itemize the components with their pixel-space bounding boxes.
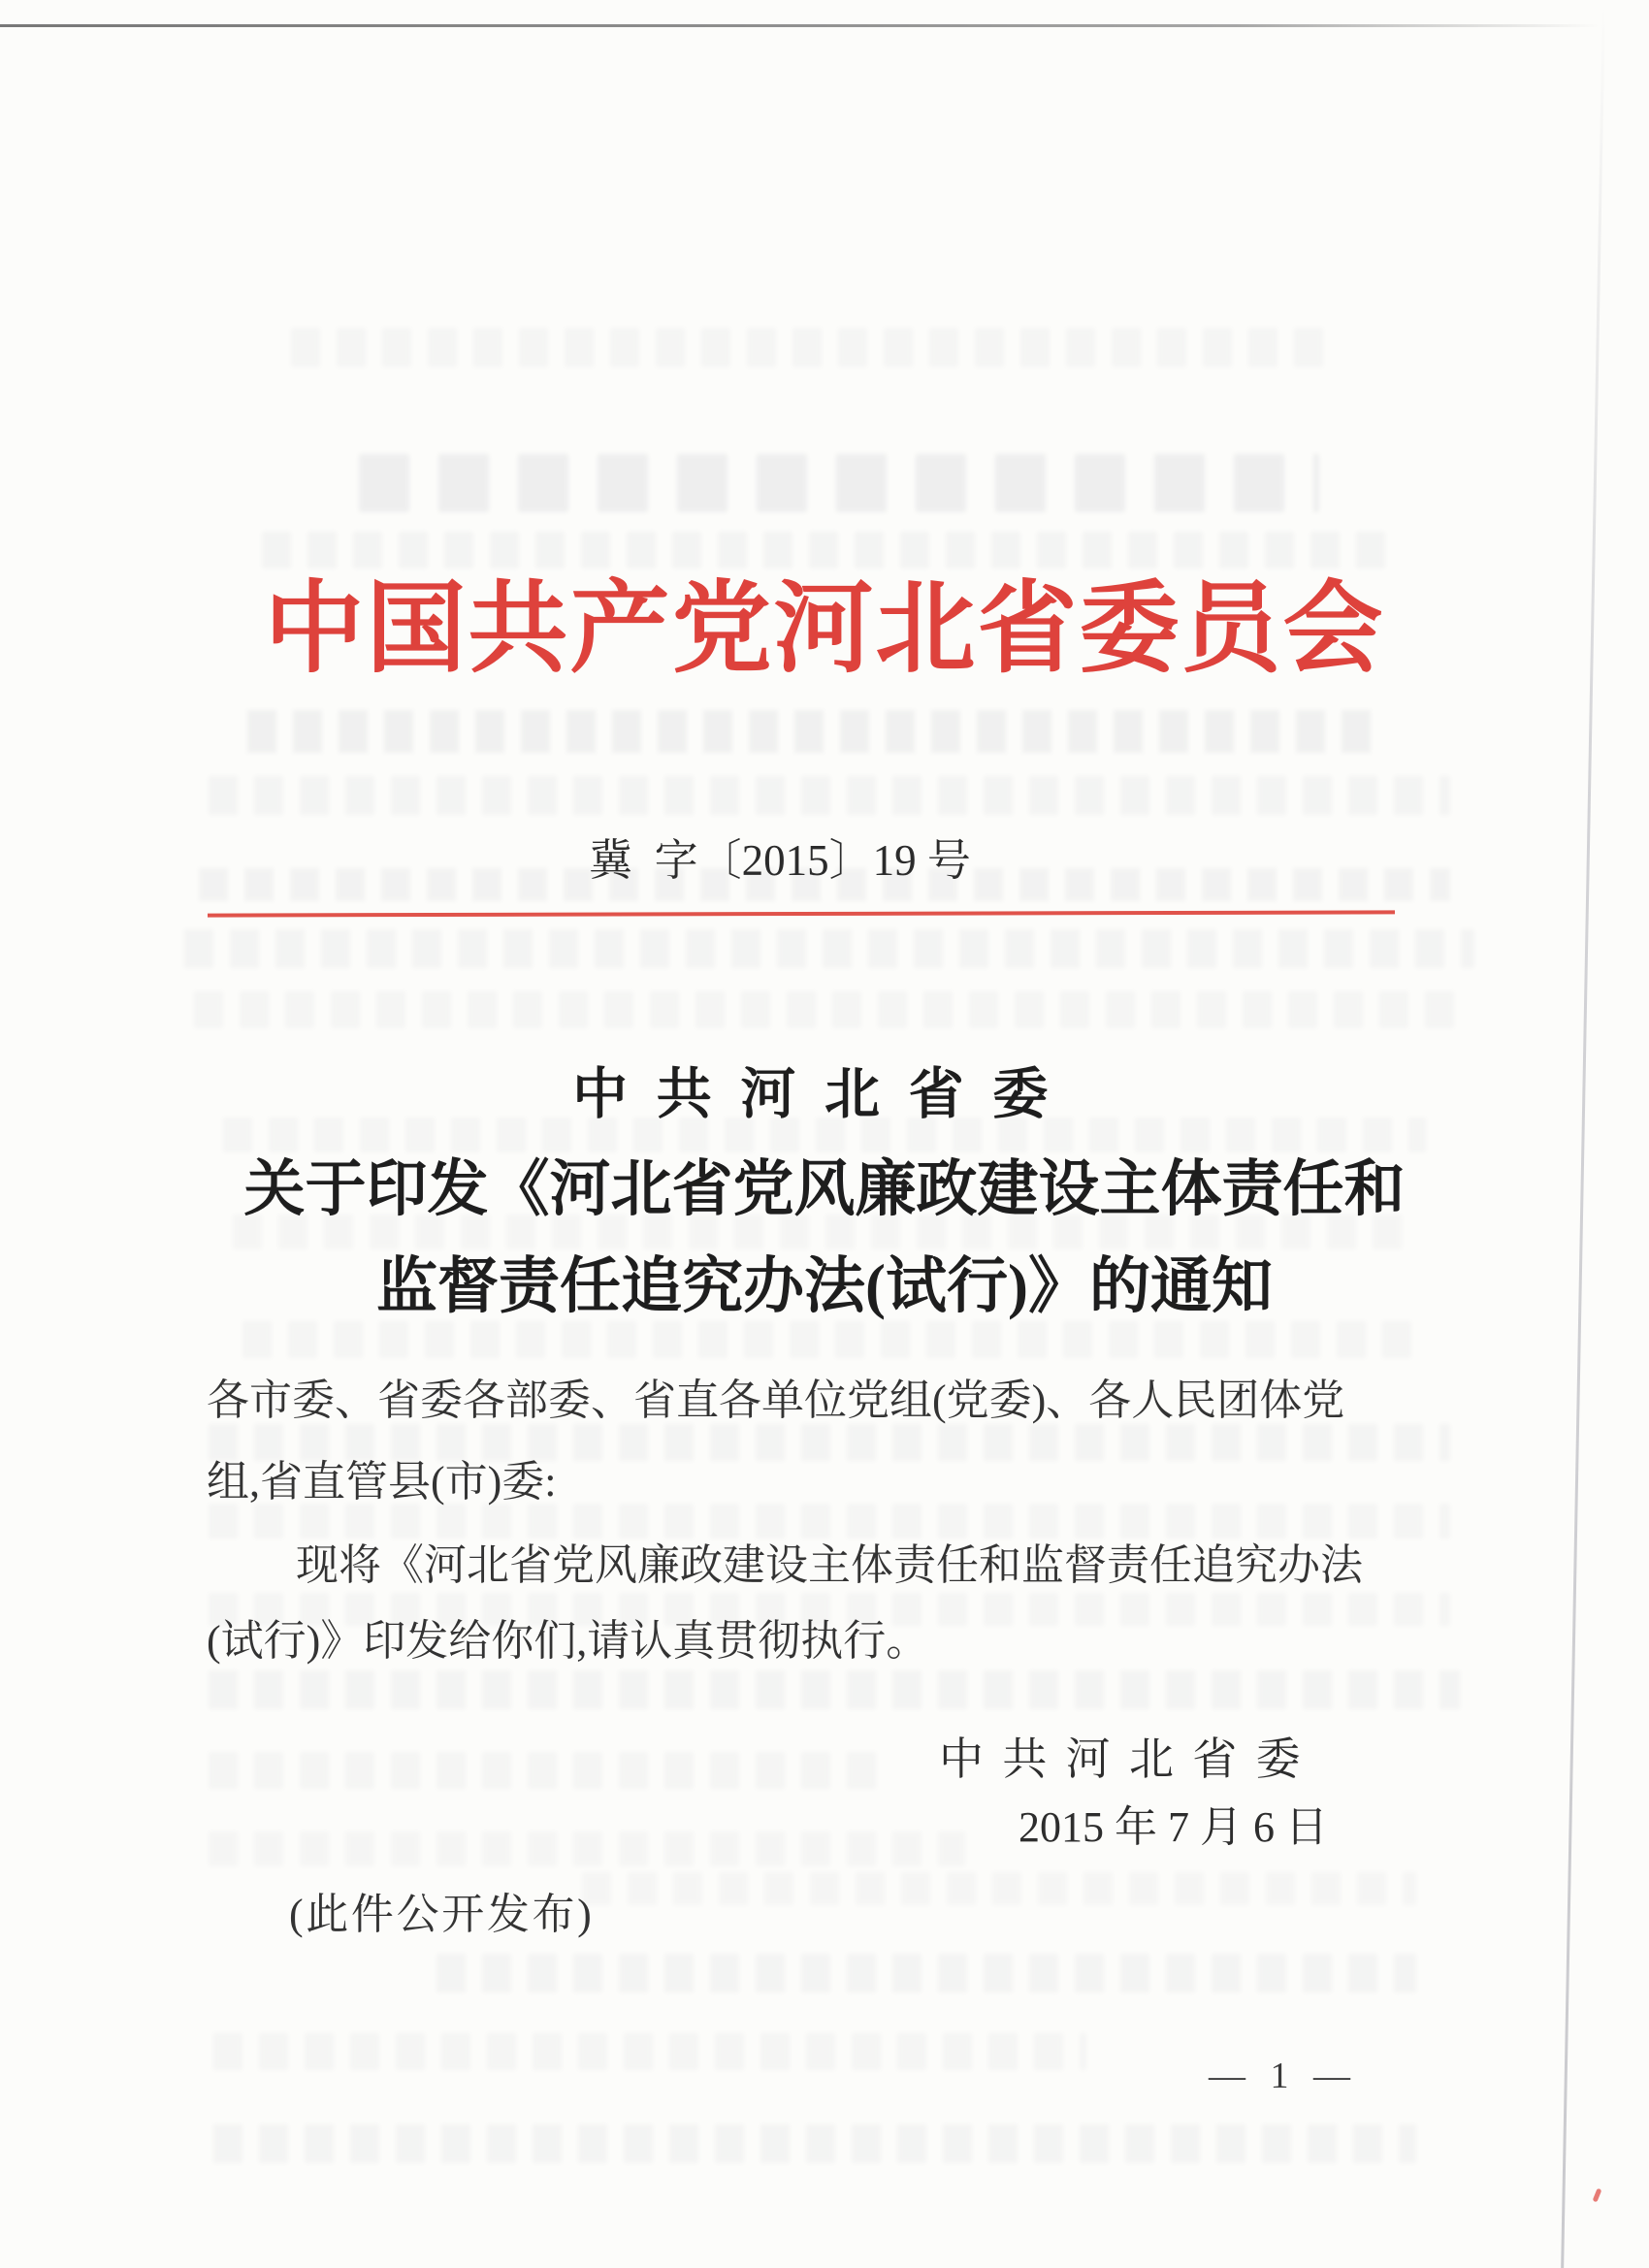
bleed-through-artifact [209,1504,1450,1539]
body-paragraph-line-2: (试行)》印发给你们,请认真贯彻执行。 [207,1617,929,1665]
bleed-through-artifact [194,991,1455,1028]
bleed-through-artifact [209,1831,965,1866]
body-paragraph-line-1: 现将《河北省党风廉政建设主体责任和监督责任追究办法 [296,1541,1363,1589]
bleed-through-artifact [436,1954,1416,1993]
scan-top-edge-line [0,24,1649,27]
bleed-through-artifact [209,1752,888,1789]
signature-date: 2015 年 7 月 6 日 [1018,1803,1328,1851]
letterhead-title: 中国共产党河北省委员会 [264,574,1385,685]
bleed-through-artifact [359,454,1319,512]
notice-title-line-2: 关于印发《河北省党风廉政建设主体责任和 [243,1155,1406,1223]
scan-right-edge-line [1560,0,1605,2268]
notice-title-line-3: 监督责任追究办法(试行)》的通知 [376,1252,1273,1320]
bleed-through-artifact [582,1872,1416,1905]
bleed-through-artifact [209,776,1450,815]
bleed-through-artifact [209,1670,1460,1709]
public-release-note: (此件公开发布) [289,1891,595,1938]
bleed-through-artifact [213,2124,1416,2163]
bleed-through-artifact [247,710,1382,753]
bleed-through-artifact [262,532,1387,568]
notice-title-line-1: 中共河北省委 [572,1064,1077,1125]
doc-number: 冀 字〔2015〕19 号 [589,836,971,885]
page-number: — 1 — [1209,2056,1350,2096]
bleed-through-artifact [242,1321,1416,1358]
red-ink-speck [1593,2188,1602,2203]
bleed-through-artifact [291,328,1339,367]
bleed-through-artifact [184,929,1474,968]
salutation-line-1: 各市委、省委各部委、省直各单位党组(党委)、各人民团体党 [207,1377,1345,1424]
letterhead-red-divider [208,910,1395,917]
salutation-line-2: 组,省直管县(市)委: [207,1458,557,1506]
bleed-through-artifact [213,2033,1086,2070]
signature-name: 中共河北省委 [939,1734,1319,1784]
